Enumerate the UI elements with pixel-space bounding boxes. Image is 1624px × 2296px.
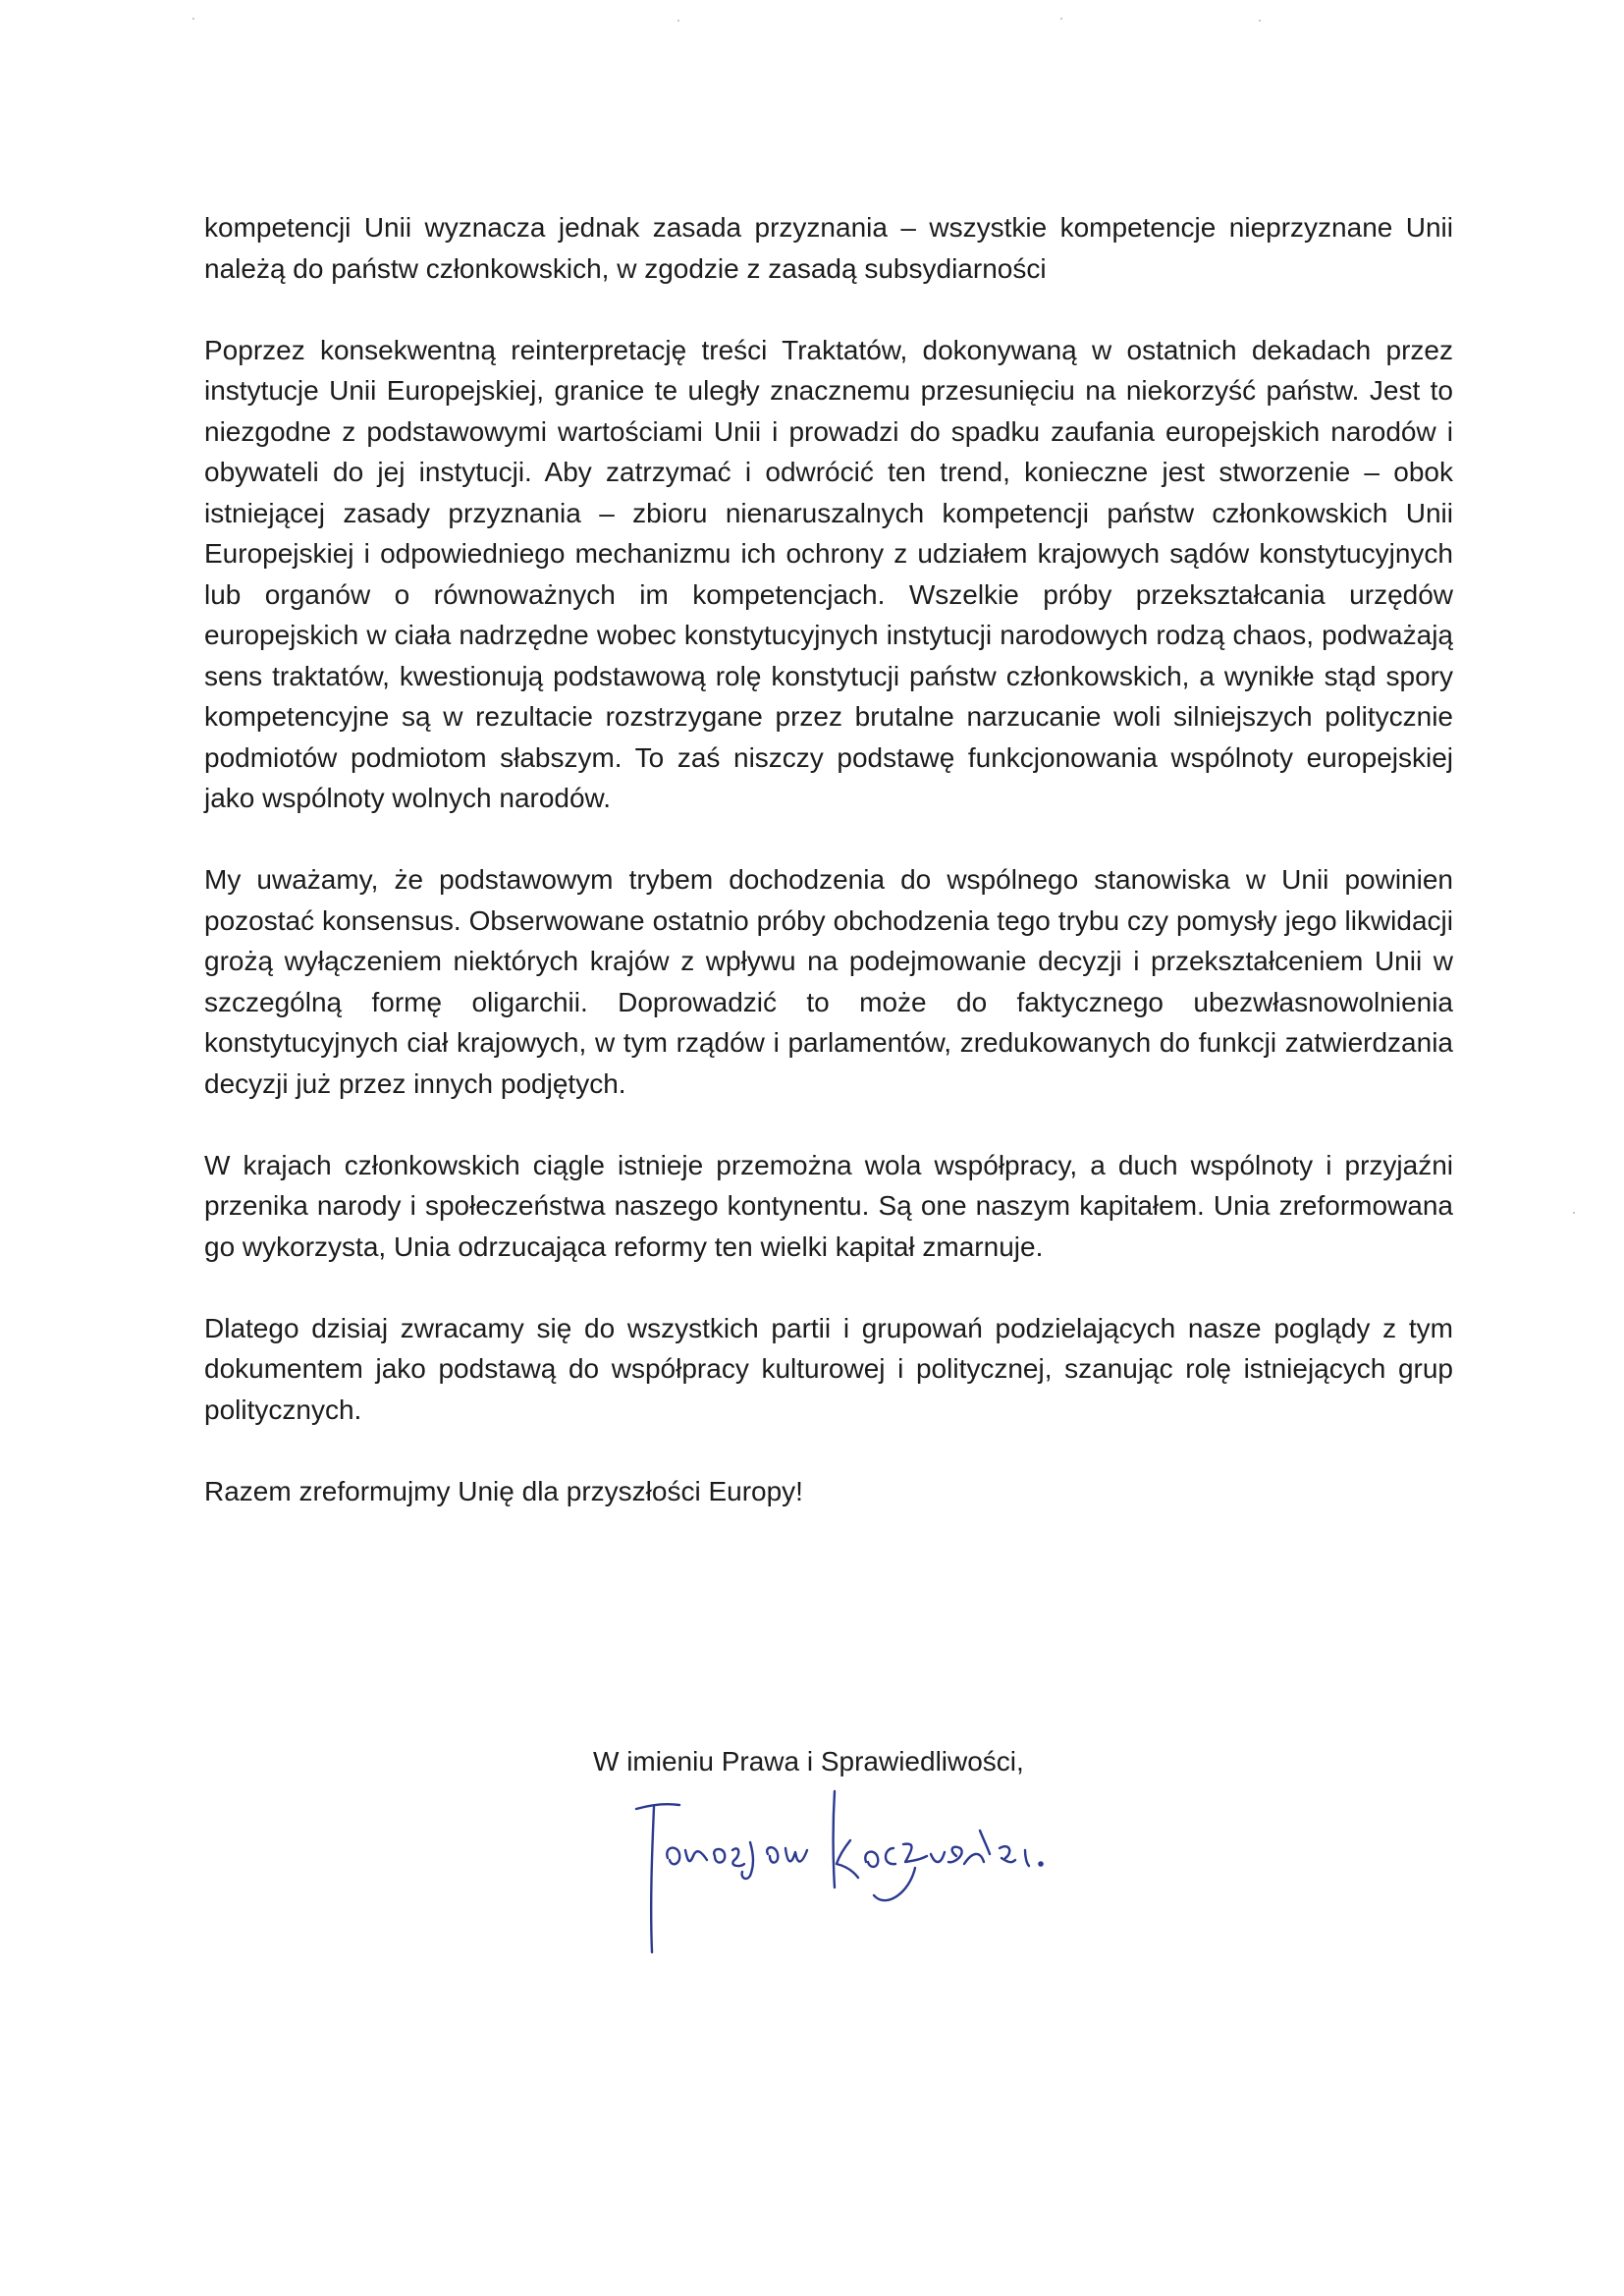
letter-body: [204, 207, 1453, 1553]
paragraph-reinterpretation: Poprzez konsekwentną reinterpretację treści Traktatów, dokonywaną w ostatnich dekadach przez instytucje Unii Europejskiej, granice te uległy znacznemu przesunięciu na niekorzyść państw. Jest to niezgodne z podstawowymi wartościami Unii i prowadzi do spadku zaufania europejskich narodów i obywateli do jej instytucji. Aby zatrzymać i odwrócić ten trend, konieczne jest stworzenie – obok istniejącej zasady przyznania – zbioru nienaruszalnych kompetencji państw członkowskich Unii Europejskiej i odpowiedniego mechanizmu ich ochrony z udziałem krajowych sądów konstytucyjnych lub organów o równoważnych im kompetencjach. Wszelkie próby przekształcania urzędów europejskich w ciała nadrzędne wobec konstytucyjnych instytucji narodowych rodzą chaos, podważają sens traktatów, kwestionują podstawową rolę konstytucji państw członkowskich, a wynikłe stąd spory kompetencyjne są w rezultacie rozstrzygane przez brutalne narzucanie woli silniejszych politycznie podmiotów podmiotom słabszym. To zaś niszczy podstawę funkcjonowania wspólnoty europejskiej jako wspólnoty wolnych narodów.: [204, 334, 1453, 813]
paragraph-closing-slogan: Razem zreformujmy Unię dla przyszłości Europy!: [204, 1475, 803, 1506]
paragraph-appeal: Dlatego dzisiaj zwracamy się do wszystkich partii i grupowań podzielających nasze poglądy z tym dokumentem jako podstawą do współpracy kulturowej i politycznej, szanując rolę istniejących grup politycznych.: [204, 1312, 1453, 1425]
scan-speck: [1573, 1212, 1575, 1214]
paragraph-competences: kompetencji Unii wyznacza jednak zasada przyznania – wszystkie kompetencje nieprzyznane Unii należą do państw członkowskich, w zgodzie z zasadą subsydiarności: [204, 212, 1453, 284]
paragraph-consensus: My uważamy, że podstawowym trybem dochodzenia do wspólnego stanowiska w Unii powinien pozostać konsensus. Obserwowane ostatnio próby obchodzenia tego trybu czy pomysły jego likwidacji grożą wyłączeniem niektórych krajów z wpływu na podejmowanie decyzji i przekształceniem Unii w szczególną formę oligarchii. Doprowadzić to może do faktycznego ubezwłasnowolnienia konstytucyjnych ciał krajowych, w tym rządów i parlamentów, zredukowanych do funkcji zatwierdzania decyzji już przez innych podjętych.: [204, 864, 1453, 1099]
paragraph-cooperation: W krajach członkowskich ciągle istnieje przemożna wola współpracy, a duch wspólnoty i przyjaźni przenika narody i społeczeństwa naszego kontynentu. Są one naszym kapitałem. Unia zreformowana go wykorzysta, Unia odrzucająca reformy ten wielki kapitał zmarnuje.: [204, 1149, 1453, 1262]
scan-speck: [677, 20, 679, 22]
scan-speck: [1060, 18, 1062, 20]
handwritten-signature: [624, 1785, 1056, 1982]
scan-speck: [1259, 20, 1261, 22]
closing-line: W imieniu Prawa i Sprawiedliwości,: [593, 1746, 1024, 1777]
scan-speck: [192, 18, 194, 20]
